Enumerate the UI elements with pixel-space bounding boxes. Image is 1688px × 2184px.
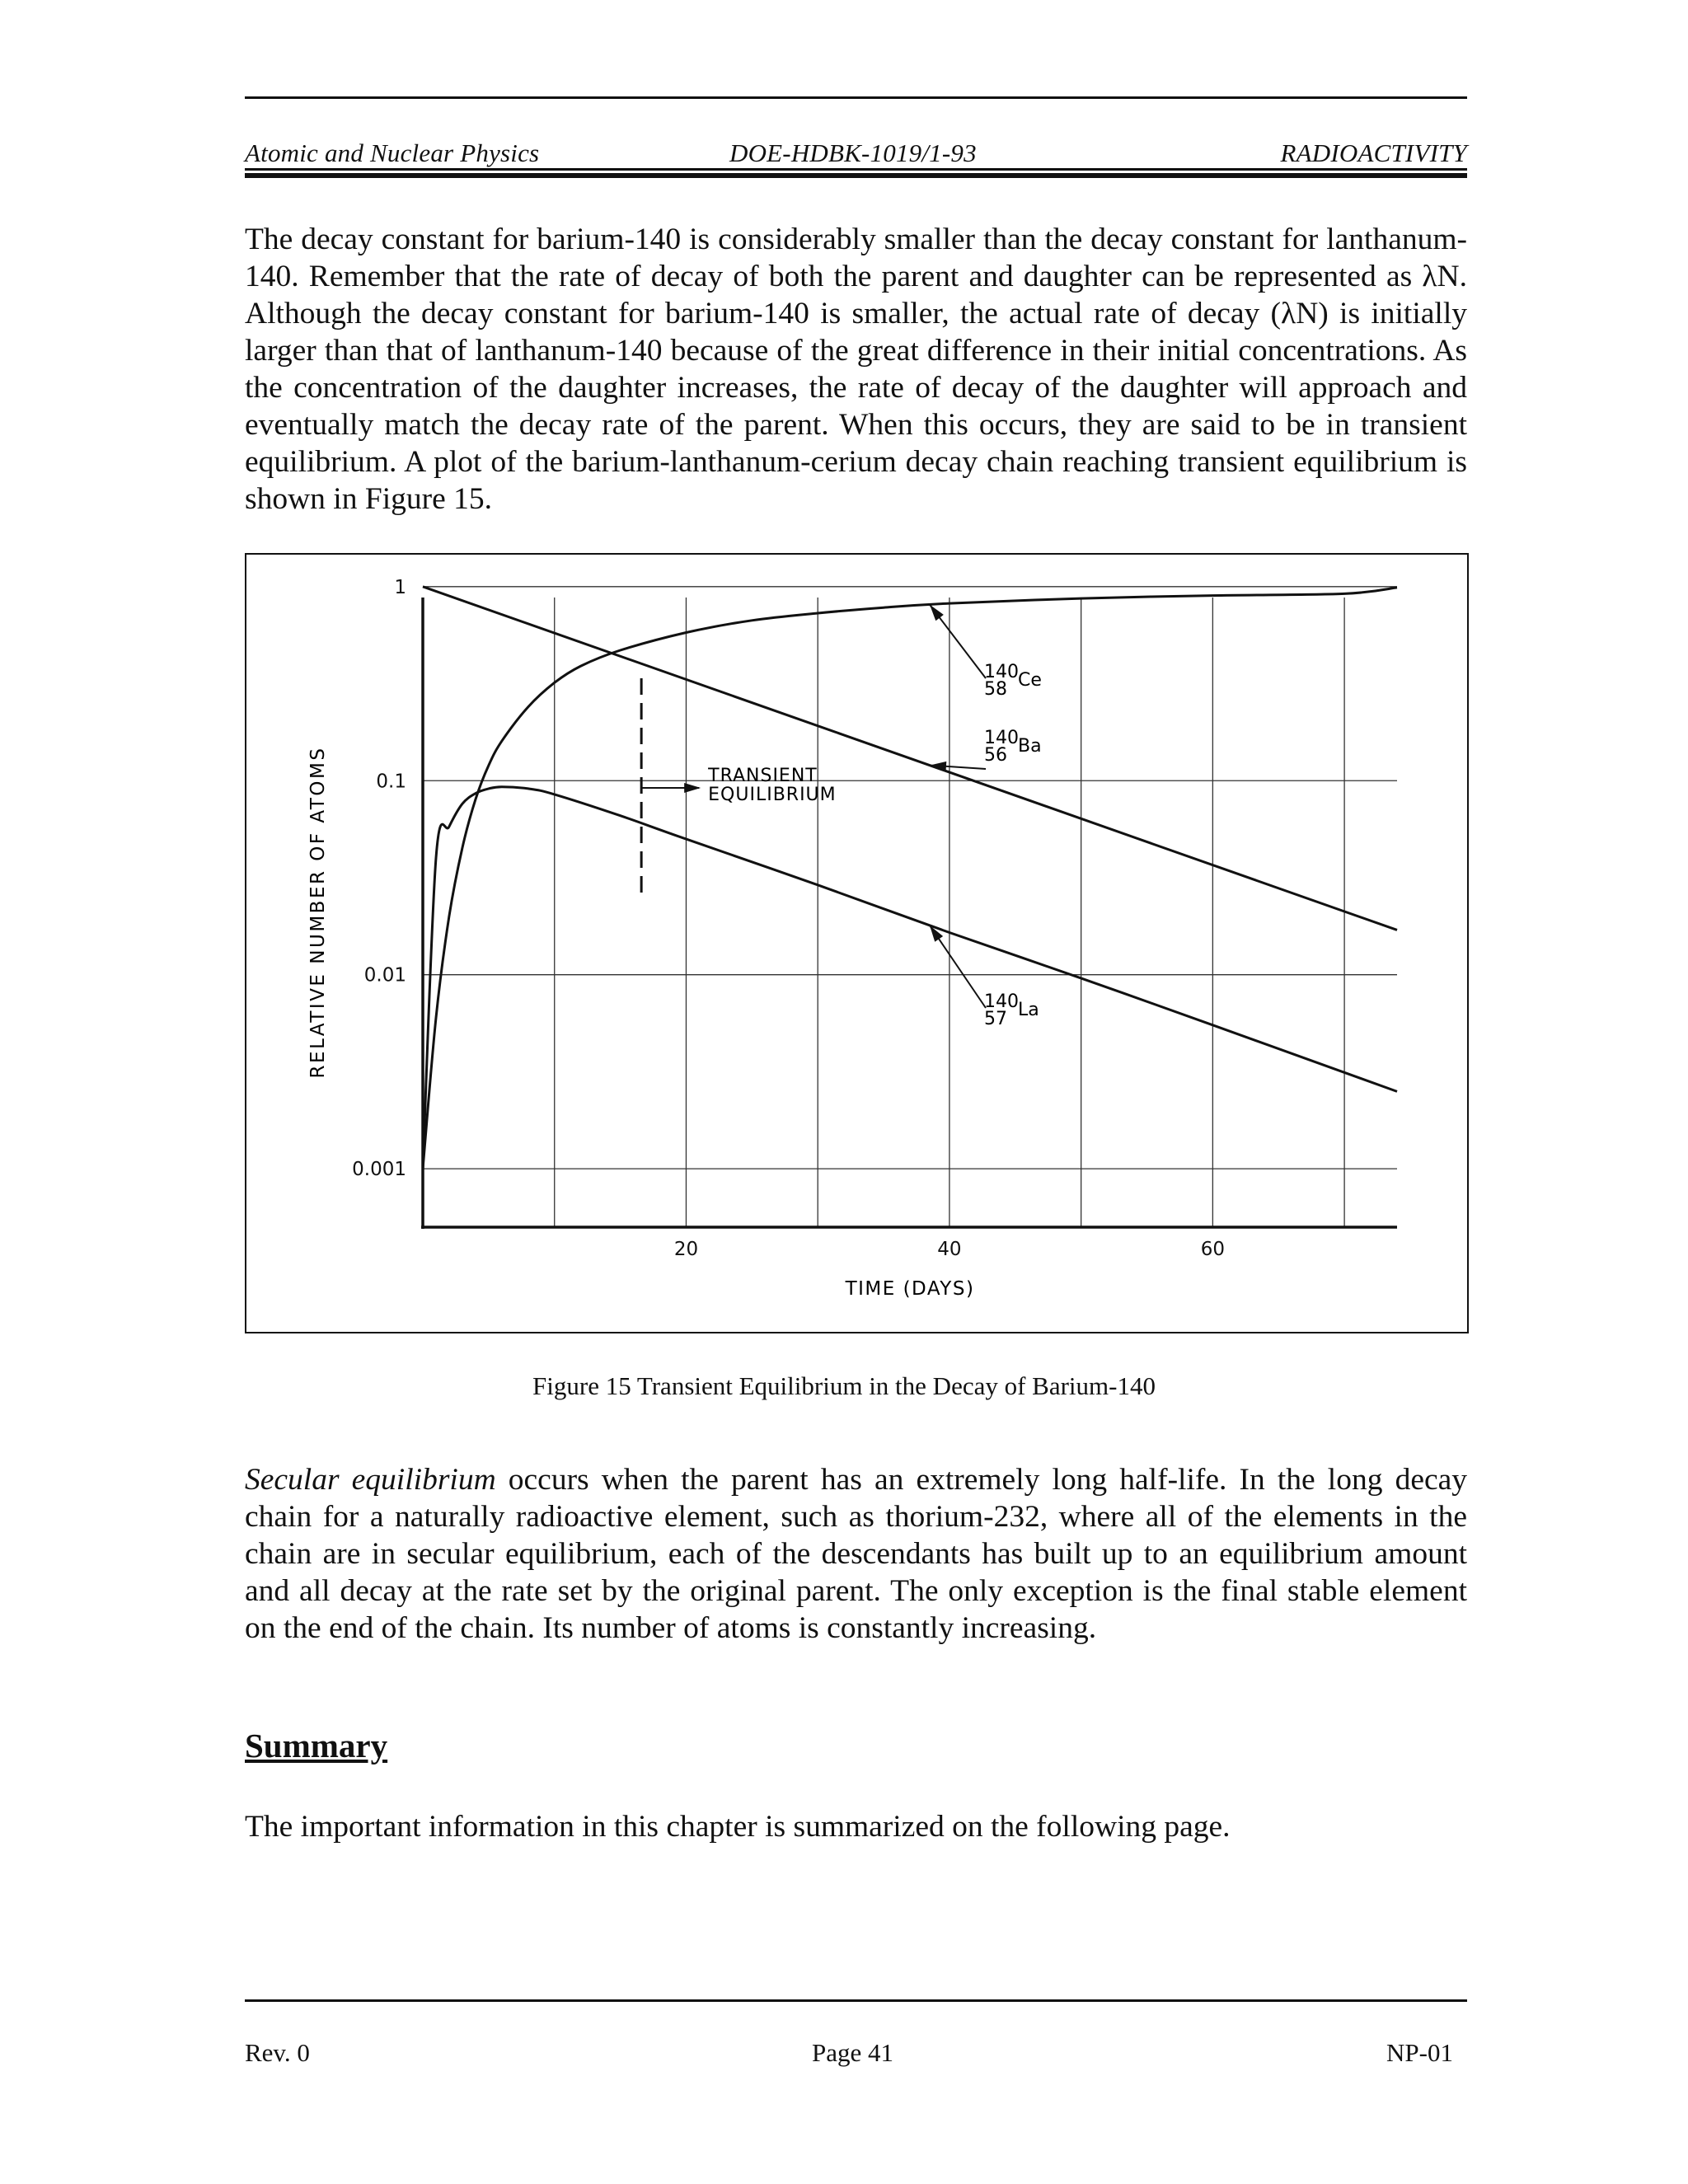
summary-text: The important information in this chapter is summarized on the following page. <box>245 1810 1231 1844</box>
label-ba-140-atomic: 56 <box>984 745 1007 766</box>
label-ba-140-symbol: Ba <box>1018 736 1042 757</box>
label-la-140-atomic: 57 <box>984 1009 1007 1029</box>
summary-heading: Summary <box>245 1727 388 1765</box>
header-center: DOE-HDBK-1019/1-93 <box>729 138 977 167</box>
x-axis-title: TIME (DAYS) <box>845 1278 975 1300</box>
label-la-140-mass: 140 <box>984 991 1019 1012</box>
header-bottom-rule <box>245 168 1467 171</box>
label-ce-140-mass: 140 <box>984 662 1019 682</box>
y-tick-label: 1 <box>394 576 406 598</box>
equilibrium-label-line2: EQUILIBRIUM <box>708 785 837 805</box>
secular-term: Secular equilibrium <box>245 1463 496 1497</box>
series-line-ba-140 <box>423 587 1397 930</box>
equilibrium-label-line1: TRANSIENT <box>708 766 818 786</box>
header-left: Atomic and Nuclear Physics <box>245 138 540 167</box>
series-line-la-140 <box>423 787 1397 1169</box>
footer-left: Rev. 0 <box>245 2038 310 2067</box>
y-tick-label: 0.1 <box>376 771 406 793</box>
secular-rest: occurs when the parent has an extremely long half-life. In the long decay chain for a naturally radioactive element, such as thorium-232, where all of the elements in the chain are in secular equilibrium, each of the descendants has built up to an equilibrium amount and all decay at the rate set by the original parent. The only exception is the final stable element on the end of the chain. Its number of atoms is constantly increasing. <box>245 1463 1468 1645</box>
footer-center: Page 41 <box>812 2038 894 2067</box>
x-tick-label: 60 <box>1200 1239 1226 1260</box>
paragraph-secular <box>245 1461 1467 1647</box>
header-top-rule <box>245 96 1467 99</box>
footer-rule <box>245 1999 1467 2002</box>
header-bottom-rule-thick <box>245 173 1467 178</box>
label-ce-140-atomic: 58 <box>984 679 1007 700</box>
equilibrium-arrowhead <box>684 783 701 793</box>
x-tick-label: 40 <box>937 1239 962 1260</box>
paragraph-transient <box>245 221 1467 518</box>
paragraph-secular-text <box>245 1461 1467 1647</box>
y-axis-title: RELATIVE NUMBER OF ATOMS <box>307 746 329 1079</box>
label-ba-140-mass: 140 <box>984 728 1019 748</box>
decay-chart <box>246 555 1467 1332</box>
paragraph-transient-text: The decay constant for barium-140 is considerably smaller than the decay constant for lanthanum-140. Remember that the rate of decay of both the parent and daughter can be represented as λN. Although the decay constant for barium-140 is smaller, the actual rate of decay (λN) is initially larger than that of lanthanum-140 because of the great difference in their initial concentrations. As the concentration of the daughter increases, the rate of decay of the daughter will approach and eventually match the decay rate of the parent. When this occurs, they are said to be in transient equilibrium. A plot of the barium-lanthanum-cerium decay chain reaching transient equilibrium is shown in Figure 15. <box>245 223 1467 516</box>
x-tick-label: 20 <box>673 1239 699 1260</box>
y-tick-label: 0.001 <box>352 1159 406 1181</box>
figure-frame <box>245 553 1469 1333</box>
header-right: RADIOACTIVITY <box>1280 138 1467 167</box>
label-la-140-symbol: La <box>1018 1000 1039 1020</box>
footer-right: NP-01 <box>1386 2038 1453 2067</box>
label-ce-140-symbol: Ce <box>1018 670 1042 691</box>
y-tick-label: 0.01 <box>363 964 406 987</box>
figure-caption: Figure 15 Transient Equilibrium in the Decay of Barium-140 <box>532 1371 1156 1400</box>
label-ce-140-arrowhead <box>930 605 944 621</box>
